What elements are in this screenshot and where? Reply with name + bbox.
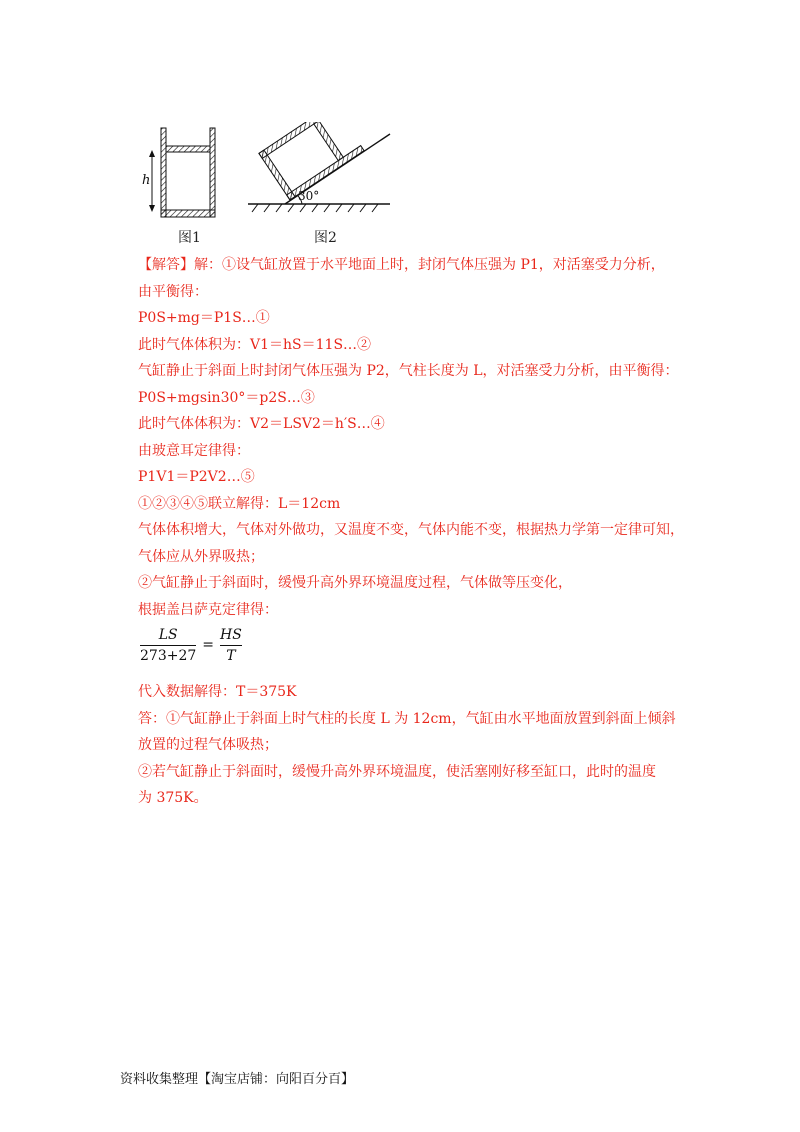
after-line-1: 答：①气缸静止于斜面上时气柱的长度 L 为 12cm，气缸由水平地面放置到斜面上倾斜 bbox=[138, 710, 676, 727]
solution-line-6: 此时气体体积为：V2＝LSV2＝h′S…④ bbox=[138, 416, 385, 432]
formula-den-left: 273+27 bbox=[140, 645, 196, 666]
charles-law-formula bbox=[138, 623, 698, 679]
fig2-incline bbox=[248, 122, 390, 212]
fig2-caption: 图2 bbox=[314, 230, 337, 246]
solution-line-3: 此时气体体积为：V1＝hS＝11S…② bbox=[138, 336, 372, 353]
formula-num-right: HS bbox=[220, 627, 242, 643]
solution-text bbox=[138, 252, 698, 812]
formula-num-left: LS bbox=[158, 627, 178, 643]
solution-line-13: 根据盖吕萨克定律得： bbox=[138, 601, 278, 618]
formula-equals: = bbox=[202, 637, 215, 654]
solution-line-7: 由玻意耳定律得： bbox=[138, 442, 250, 459]
height-label: h bbox=[142, 173, 151, 188]
after-line-0: 代入数据解得：T＝375K bbox=[138, 684, 297, 700]
after-line-3: ②若气缸静止于斜面时，缓慢升高外界环境温度，使活塞刚好移至缸口，此时的温度 bbox=[138, 763, 656, 780]
fig1-caption: 图1 bbox=[178, 230, 201, 246]
solution-line-1: 由平衡得： bbox=[138, 283, 208, 300]
after-line-2: 放置的过程气体吸热； bbox=[138, 737, 278, 753]
solution-line-8: P1V1＝P2V2…⑤ bbox=[138, 469, 255, 485]
solution-line-9: ①②③④⑤联立解得：L＝12cm bbox=[138, 495, 341, 512]
fig1-cylinder bbox=[142, 128, 215, 217]
formula-den-right: T bbox=[220, 645, 242, 666]
solution-line-12: ②气缸静止于斜面时，缓慢升高外界环境温度过程，气体做等压变化， bbox=[138, 575, 572, 591]
solution-line-0: 【解答】解：①设气缸放置于水平地面上时，封闭气体压强为 P1，对活塞受力分析， bbox=[138, 257, 665, 273]
angle-label: 30° bbox=[298, 189, 320, 203]
solution-line-2: P0S+mg＝P1S…① bbox=[138, 310, 270, 326]
answer-tag: 【解答】 bbox=[138, 257, 194, 273]
footer-source: 资料收集整理【淘宝店铺：向阳百分百】 bbox=[120, 1072, 355, 1087]
solution-line-10: 气体体积增大，气体对外做功，又温度不变，气体内能不变，根据热力学第一定律可知， bbox=[138, 522, 684, 538]
solution-line-4: 气缸静止于斜面上时封闭气体压强为 P2，气柱长度为 L，对活塞受力分析，由平衡得： bbox=[138, 363, 679, 379]
solution-line-5: P0S+mgsin30°＝p2S…③ bbox=[138, 389, 315, 406]
after-line-4: 为 375K。 bbox=[138, 790, 208, 806]
solution-line-11: 气体应从外界吸热； bbox=[138, 548, 264, 565]
